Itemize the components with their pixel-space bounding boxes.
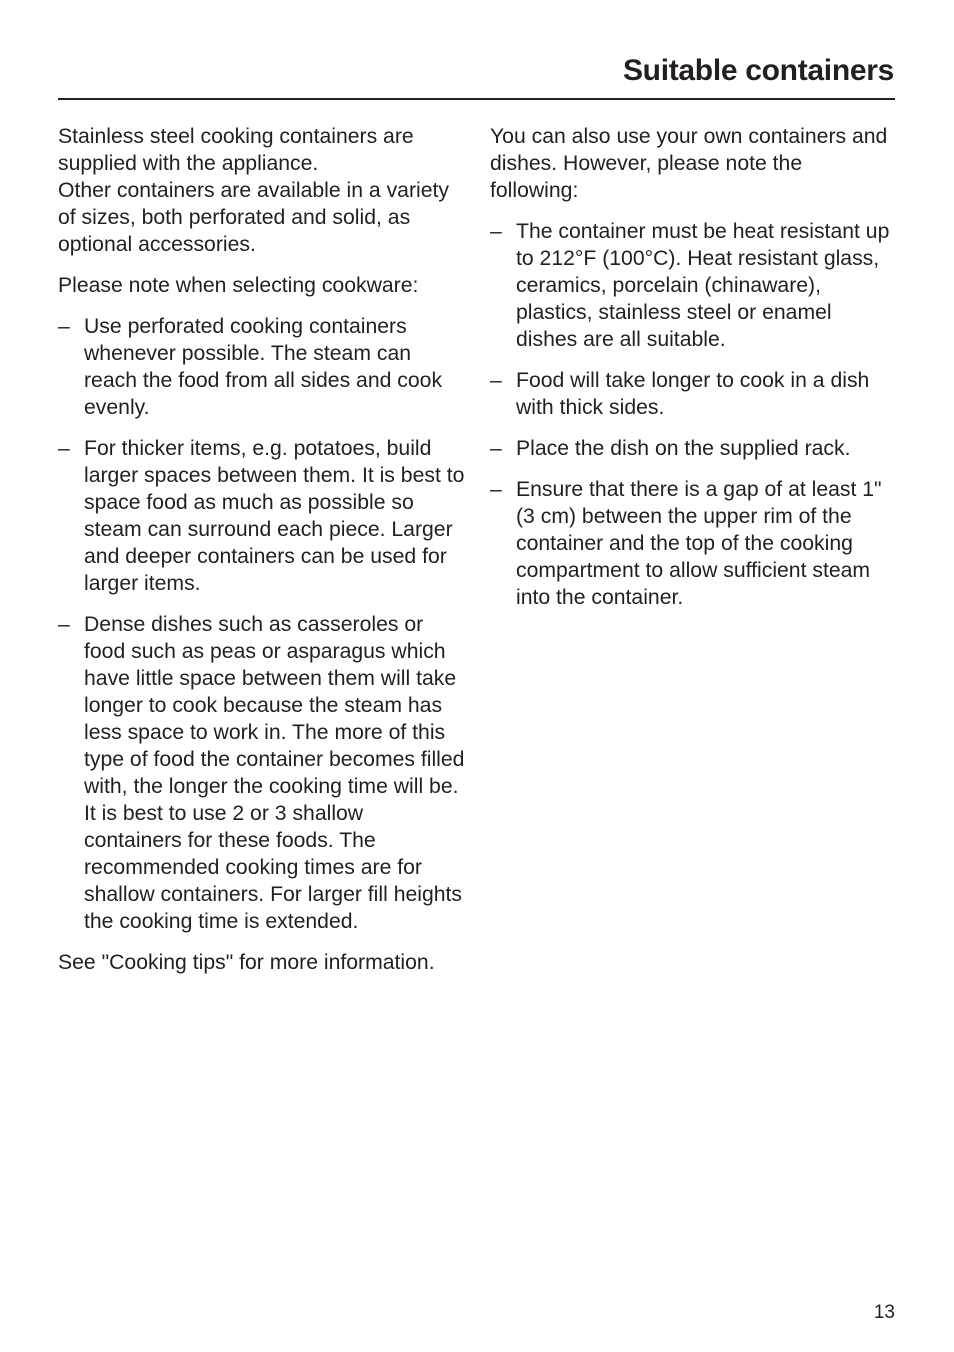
right-column — [490, 123, 892, 625]
own-containers-list — [490, 218, 892, 611]
title-divider — [58, 98, 895, 100]
dash-bullet: – — [490, 437, 502, 460]
list-item — [58, 611, 466, 935]
list-item — [58, 313, 466, 421]
list-item-text: Place the dish on the supplied rack. — [516, 437, 851, 460]
list-item-text: The container must be heat resistant up to 212°F (100°C). Heat resistant glass, ceramics, porcelain (chinaware), plastics, stainless steel or enamel dishes are all suitable. — [516, 220, 890, 351]
cooking-tips-reference: See "Cooking tips" for more information. — [58, 951, 435, 974]
cookware-note: Please note when selecting cookware: — [58, 274, 419, 297]
list-item-text: Dense dishes such as casseroles or food such as peas or asparagus which have little space between them will take longer to cook because the steam has less space to work in. The more of this type of food the container becomes filled with, the longer the cooking time will be. It is best to use 2 or 3 shallow containers for these foods. The recommended cooking times are for shallow containers. For larger fill heights the cooking time is extended. — [84, 613, 465, 933]
dash-bullet: – — [490, 369, 502, 392]
own-containers-intro: You can also use your own containers and dishes. However, please note the following: — [490, 125, 888, 202]
list-item-text: Food will take longer to cook in a dish with thick sides. — [516, 369, 870, 419]
list-item — [490, 367, 892, 421]
page-title: Suitable containers — [622, 54, 894, 87]
intro-line: Stainless steel cooking containers are supplied with the appliance. — [58, 125, 414, 175]
list-item — [490, 435, 892, 462]
dash-bullet: – — [58, 437, 70, 460]
list-item-text: Use perforated cooking containers whenever possible. The steam can reach the food from all sides and cook evenly. — [84, 315, 443, 419]
intro-line: Other containers are available in a variety of sizes, both perforated and solid, as optional accessories. — [58, 179, 449, 256]
cookware-tips-list — [58, 313, 466, 935]
list-item-text: Ensure that there is a gap of at least 1" (3 cm) between the upper rim of the container and the top of the cooking compartment to allow sufficient steam into the container. — [516, 478, 882, 609]
dash-bullet: – — [58, 613, 70, 636]
dash-bullet: – — [58, 315, 70, 338]
intro-paragraph — [58, 123, 466, 258]
list-item — [490, 218, 892, 353]
dash-bullet: – — [490, 478, 502, 501]
page-number: 13 — [873, 1302, 895, 1323]
list-item-text: For thicker items, e.g. potatoes, build larger spaces between them. It is best to space food as much as possible so steam can surround each piece. Larger and deeper containers can be used for larger items. — [84, 437, 465, 595]
list-item — [58, 435, 466, 597]
list-item — [490, 476, 892, 611]
dash-bullet: – — [490, 220, 502, 243]
left-column — [58, 123, 466, 990]
